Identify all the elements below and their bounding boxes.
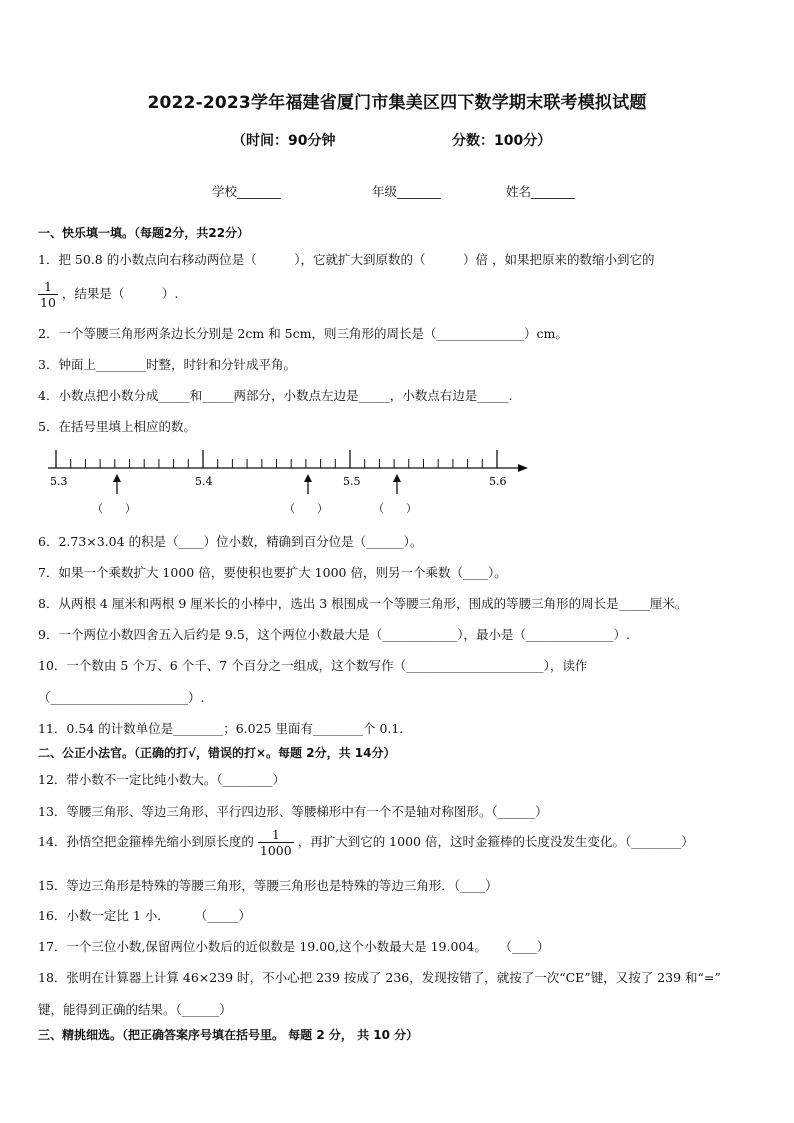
arrow-right-icon [518, 464, 528, 472]
question-17: 17．一个三位小数,保留两位小数后的近似数是 19.00,这个小数最大是 19.004。 （____） [38, 939, 550, 954]
up-arrow-icon [393, 474, 401, 494]
question-3: 3．钟面上________时整，时针和分针成平角。 [38, 357, 296, 372]
question-10-cont: （______________________）. [38, 690, 205, 705]
answer-blank: （ ） [92, 502, 136, 515]
question-16: 16．小数一定比 1 小． （_____） [38, 908, 252, 923]
number-line-ticks [56, 450, 497, 468]
section-heading-2: 二、公正小法官。（正确的打√，错误的打×。每题 2分，共 14分） [38, 746, 396, 760]
school-field: 学校_______ [212, 184, 281, 199]
question-12: 12．带小数不一定比纯小数大。（________） [38, 772, 286, 787]
question-1-cont [38, 279, 178, 310]
answer-blank: （ ） [373, 502, 417, 515]
question-18-cont: 键，能得到正确的结果。（______） [38, 1002, 232, 1017]
question-13: 13．等腰三角形、等边三角形、平行四边形、等腰梯形中有一个不是轴对称图形。（______） [38, 804, 548, 819]
number-line [40, 444, 540, 524]
question-7: 7．如果一个乘数扩大 1000 倍，要使积也要扩大 1000 倍，则另一个乘数（____）。 [38, 565, 507, 580]
question-14: 14．孙悟空把金箍棒先缩小到原长度的 $\frac{1}{1000}$ ，再扩大到它的 1000 倍，这时金箍棒的长度没发生变化。（________） [38, 827, 694, 858]
question-2: 2．一个等腰三角形两条边长分别是 2cm 和 5cm，则三角形的周长是（______________）cm。 [38, 326, 568, 341]
tick-label-5-5: 5.5 [343, 475, 361, 488]
name-field: 姓名_______ [506, 184, 575, 199]
question-11: 11．0.54 的计数单位是________；6.025 里面有________个 0.1． [38, 721, 412, 736]
question-15: 15．等边三角形是特殊的等腰三角形，等腰三角形也是特殊的等边三角形．（____） [38, 878, 498, 893]
tick-label-5-3: 5.3 [50, 475, 68, 488]
exam-score: 分数：100分） [452, 133, 552, 149]
up-arrow-icon [113, 474, 121, 494]
exam-time: （时间：90分钟 [232, 133, 336, 149]
tick-label-5-6: 5.6 [489, 475, 507, 488]
section-heading-1: 一、快乐填一填。（每题2分，共22分） [38, 226, 250, 240]
question-5: 5．在括号里填上相应的数。 [38, 419, 196, 434]
question-18: 18．张明在计算器上计算 46×239 时，不小心把 239 按成了 236，发现按错了，就按了一次“CE”键，又按了 239 和“=” [38, 970, 721, 985]
section-heading-3: 三、精挑细选。（把正确答案序号填在括号里。 每题 2 分， 共 10 分） [38, 1028, 419, 1042]
up-arrow-icon [304, 474, 312, 494]
fraction: $\frac{1}{10}$ [40, 279, 56, 310]
grade-field: 年级_______ [372, 184, 441, 199]
question-6: 6．2.73×3.04 的积是（____）位小数，精确到百分位是（______）。 [38, 534, 423, 549]
page-title: 2022-2023学年福建省厦门市集美区四下数学期末联考模拟试题 [147, 93, 647, 113]
question-9: 9．一个两位小数四舍五入后约是 9.5，这个两位小数最大是（____________），最小是（______________）. [38, 627, 631, 642]
question-1-tail: ，结果是（ ）. [61, 286, 179, 301]
fraction: $\frac{1}{1000}$ [259, 827, 292, 858]
question-10: 10．一个数由 5 个万、6 个千、7 个百分之一组成，这个数写作（______________________），读作 [38, 658, 588, 673]
tick-label-5-4: 5.4 [195, 475, 213, 488]
question-1: 1．把 50.8 的小数点向右移动两位是（ ），它就扩大到原数的（ ）倍 ，如果把原来的数缩小到它的 [38, 252, 655, 267]
question-8: 8．从两根 4 厘米和两根 9 厘米长的小棒中，选出 3 根围成一个等腰三角形，围成的等腰三角形的周长是_____厘米。 [38, 596, 688, 611]
answer-blank: （ ） [284, 502, 328, 515]
question-4: 4．小数点把小数分成_____和_____两部分，小数点左边是_____，小数点右边是_____. [38, 388, 513, 403]
